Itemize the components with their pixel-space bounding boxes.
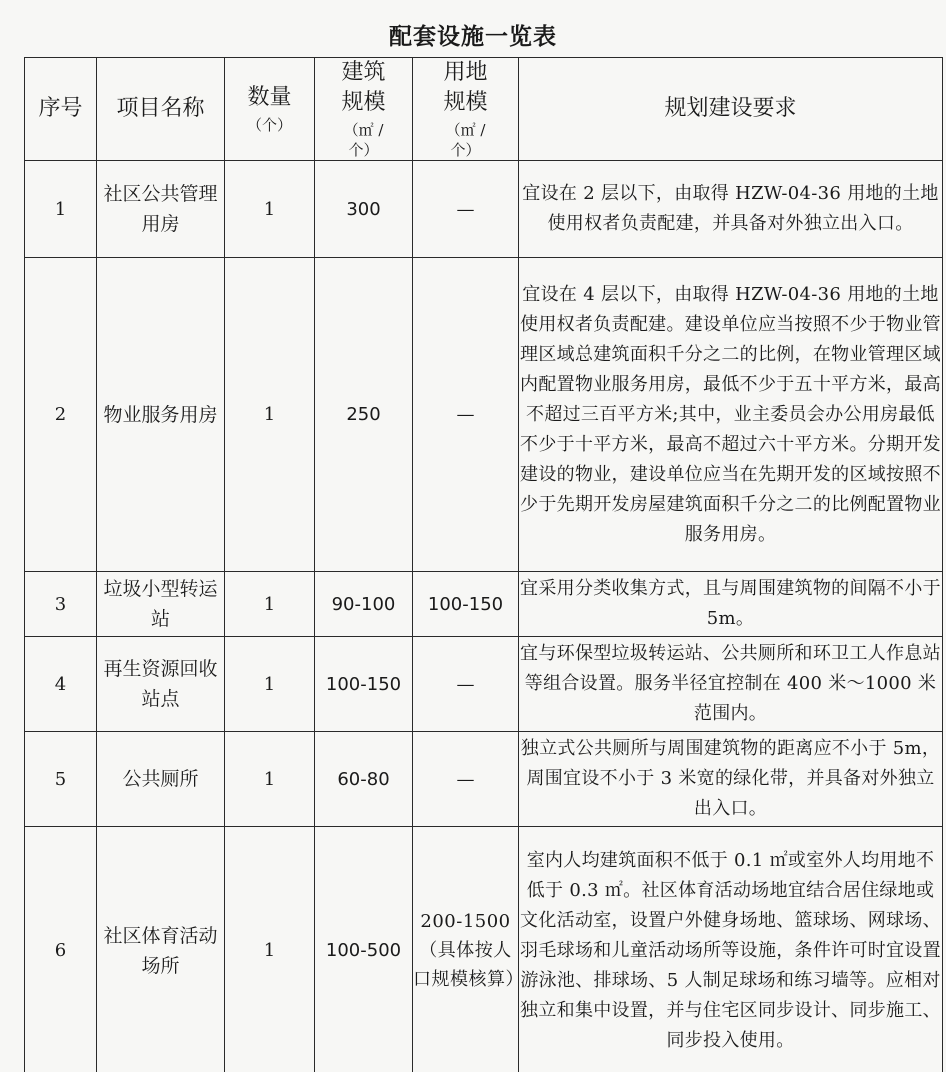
row-requirements: 独立式公共厕所与周围建筑物的距离应不小于 5m，周围宜设不小于 3 米宽的绿化带，并具备对外独立出入口。 xyxy=(519,732,943,827)
row-building: 250 xyxy=(315,258,413,572)
header-building xyxy=(315,58,413,161)
header-requirements: 规划建设要求 xyxy=(519,58,943,161)
row-building: 300 xyxy=(315,161,413,258)
table-row xyxy=(25,258,943,572)
row-qty: 1 xyxy=(225,161,315,258)
row-name: 社区公共管理用房 xyxy=(97,161,225,258)
row-qty: 1 xyxy=(225,637,315,732)
row-seq: 6 xyxy=(25,827,97,1072)
table-title: 配套设施一览表 xyxy=(389,23,557,50)
table-row xyxy=(25,572,943,637)
row-seq: 4 xyxy=(25,637,97,732)
header-land-label: 用地规模 xyxy=(443,60,488,115)
table-row xyxy=(25,637,943,732)
row-building: 100-150 xyxy=(315,637,413,732)
header-land-unit: （㎡ / 个） xyxy=(445,121,486,159)
header-qty-label: 数量 xyxy=(247,85,292,110)
row-seq: 2 xyxy=(25,258,97,572)
row-name: 垃圾小型转运站 xyxy=(97,572,225,637)
row-qty: 1 xyxy=(225,732,315,827)
row-requirements: 宜与环保型垃圾转运站、公共厕所和环卫工人作息站等组合设置。服务半径宜控制在 400 米～1000 米范围内。 xyxy=(519,637,943,732)
header-seq: 序号 xyxy=(25,58,97,161)
row-land: — xyxy=(413,161,519,258)
row-land: — xyxy=(413,637,519,732)
row-qty: 1 xyxy=(225,258,315,572)
row-land: 100-150 xyxy=(413,572,519,637)
header-land xyxy=(413,58,519,161)
row-requirements: 宜设在 4 层以下，由取得 HZW-04-36 用地的土地使用权者负责配建。建设单位应当按照不少于物业管理区域总建筑面积千分之二的比例，在物业管理区域内配置物业服务用房，最低不少于五十平方米，最高不超过三百平方米;其中，业主委员会办公用房最低不少于十平方米，最高不超过六十平方米。分期开发建设的物业，建设单位应当在先期开发的区域按照不少于先期开发房屋建筑面积千分之二的比例配置物业服务用房。 xyxy=(519,258,943,572)
row-requirements: 宜采用分类收集方式，且与周围建筑物的间隔不小于 5m。 xyxy=(519,572,943,637)
row-requirements: 宜设在 2 层以下，由取得 HZW-04-36 用地的土地使用权者负责配建，并具备对外独立出入口。 xyxy=(519,161,943,258)
header-building-label: 建筑规模 xyxy=(341,60,386,115)
row-land: — xyxy=(413,732,519,827)
row-building: 90-100 xyxy=(315,572,413,637)
row-qty: 1 xyxy=(225,572,315,637)
table-row xyxy=(25,827,943,1072)
row-requirements: 室内人均建筑面积不低于 0.1 ㎡或室外人均用地不低于 0.3 ㎡。社区体育活动场地宜结合居住绿地或文化活动室，设置户外健身场地、篮球场、网球场、羽毛球场和儿童活动场所等设施，条件许可时宜设置游泳池、排球场、5 人制足球场和练习墙等。应相对独立和集中设置，并与住宅区同步设计、同步施工、同步投入使用。 xyxy=(519,827,943,1072)
header-qty-unit: （个） xyxy=(246,116,292,134)
row-name: 物业服务用房 xyxy=(97,258,225,572)
header-building-unit: （㎡ / 个） xyxy=(343,121,384,159)
facilities-table xyxy=(24,57,943,1072)
row-building: 100-500 xyxy=(315,827,413,1072)
row-name: 社区体育活动场所 xyxy=(97,827,225,1072)
table-row xyxy=(25,732,943,827)
row-land: 200-1500（具体按人口规模核算） xyxy=(413,827,519,1072)
row-seq: 3 xyxy=(25,572,97,637)
table-row xyxy=(25,161,943,258)
row-land: — xyxy=(413,258,519,572)
row-building: 60-80 xyxy=(315,732,413,827)
header-row xyxy=(25,58,943,161)
row-name: 再生资源回收站点 xyxy=(97,637,225,732)
header-qty xyxy=(225,58,315,161)
row-seq: 5 xyxy=(25,732,97,827)
row-name: 公共厕所 xyxy=(97,732,225,827)
header-name: 项目名称 xyxy=(97,58,225,161)
row-qty: 1 xyxy=(225,827,315,1072)
row-seq: 1 xyxy=(25,161,97,258)
